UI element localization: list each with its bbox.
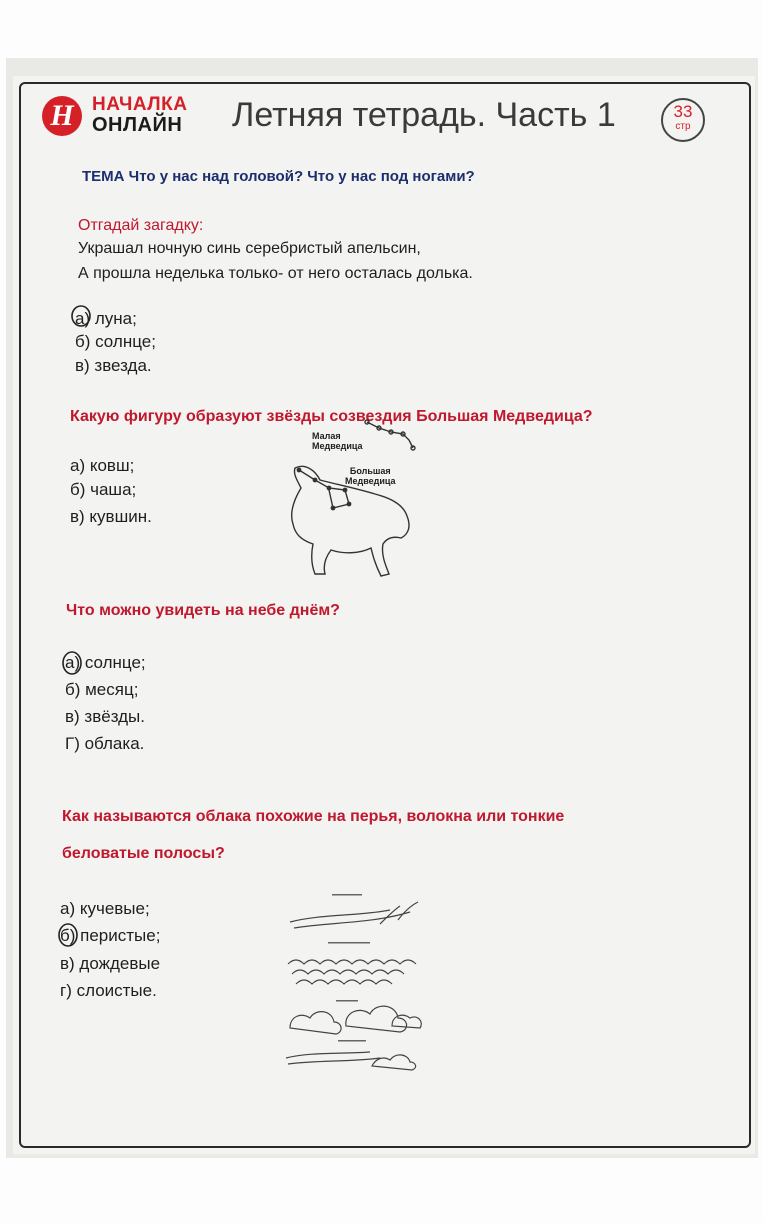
q3-option-b: б) месяц;	[65, 680, 139, 699]
q2-option-a: а) ковш;	[70, 456, 135, 475]
page-number: 33	[673, 102, 693, 121]
page-number-badge	[661, 98, 705, 142]
answer-circle-q4	[55, 921, 81, 949]
q2-option-c: в) кувшин.	[70, 507, 152, 526]
q4-heading-line-1: Как называются облака похожие на перья, волокна или тонкие	[62, 808, 565, 825]
q3-option-d: Г) облака.	[65, 734, 145, 753]
topic-text: у нас над головой? Что у нас под ногами?	[159, 168, 475, 185]
q4-option-b: б) перистые;	[60, 926, 161, 945]
answer-circle-q3	[60, 649, 84, 677]
big-dipper-label-line1: Большая	[349, 466, 391, 476]
q1-riddle-line-1: Украшал ночную синь серебристый апельсин,	[78, 240, 421, 257]
q2-heading: Какую фигуру образуют звёзды созвездия Большая Медведица?	[70, 408, 593, 425]
little-dipper-label-line2: Медведица	[312, 441, 363, 451]
q2-option-b: б) чаша;	[70, 480, 137, 499]
great-bear-constellation-illustration	[275, 408, 425, 583]
q4-option-a: а) кучевые;	[60, 899, 150, 918]
topic-line	[82, 168, 475, 185]
workbook-title: Летняя тетрадь. Часть 1	[232, 96, 616, 134]
q1-option-c: в) звезда.	[75, 356, 152, 375]
logo-text-top: НАЧАЛКА	[92, 94, 188, 115]
cloud-types-illustration	[280, 890, 430, 1080]
q4-option-c: в) дождевые	[60, 954, 161, 973]
topic-label: ТЕМА Что	[82, 168, 156, 185]
q4-option-d: г) слоистые.	[60, 981, 157, 1000]
page-number-label: стр	[675, 121, 691, 132]
q3-heading: Что можно увидеть на небе днём?	[66, 602, 340, 619]
brand-logo	[42, 92, 188, 142]
q4-heading-line-2: беловатые полосы?	[62, 845, 225, 862]
q1-heading: Отгадай загадку:	[78, 217, 204, 234]
little-dipper-label-line1: Малая	[312, 431, 341, 441]
logo-text-bottom: ОНЛАЙН	[92, 114, 183, 136]
q1-option-b: б) солнце;	[75, 332, 156, 351]
q1-option-a: а) луна;	[75, 309, 137, 328]
answer-circle-q1	[69, 303, 93, 329]
q1-riddle-line-2: А прошла неделька только- от него осталась долька.	[78, 265, 473, 282]
q3-option-c: в) звёзды.	[65, 707, 145, 726]
q3-option-a: а) солнце;	[65, 653, 146, 672]
big-dipper-label-line2: Медведица	[345, 476, 396, 486]
logo-emblem: Н	[42, 96, 82, 136]
